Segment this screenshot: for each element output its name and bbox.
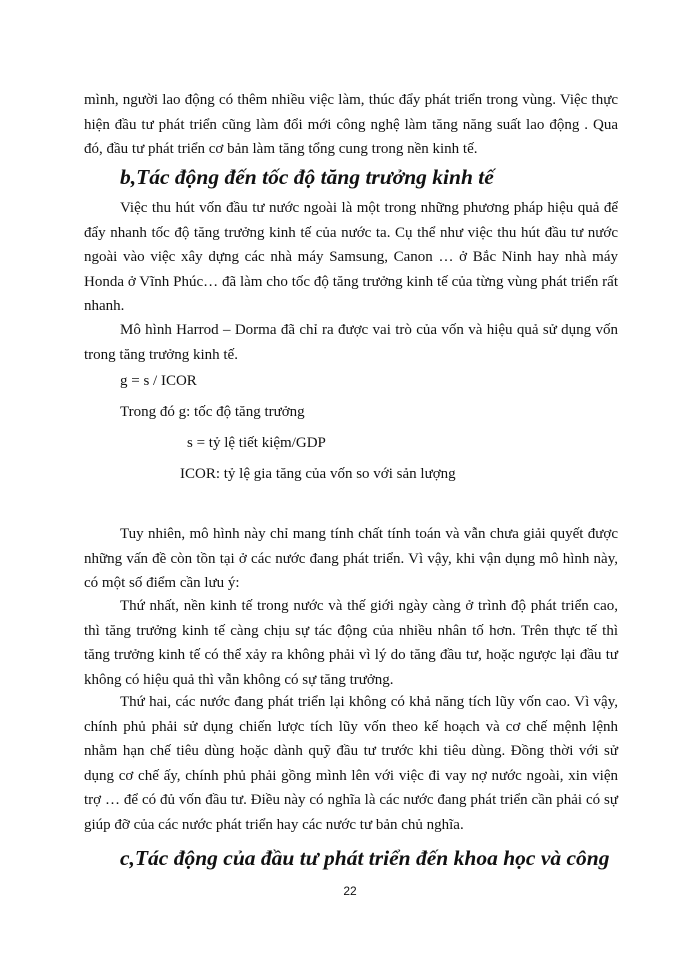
paragraph-however: Tuy nhiên, mô hình này chỉ mang tính chất tính toán và vẫn chưa giải quyết được những vấn đề còn tồn tại ở các nước đang phát triển. Vì vậy, khi vận dụng mô hình này, có một số điểm cần lưu ý: <box>84 526 618 591</box>
page-number: 22 <box>343 884 357 898</box>
paragraph-second: Thứ hai, các nước đang phát triển lại không có khả năng tích lũy vốn cao. Vì vậy, chính phủ phải sử dụng chiến lược tích lũy vốn theo kế hoạch và cơ chế mệnh lệnh nhằm hạn chế tiêu dùng hoặc dành quỹ đầu tư trước khi tiêu dùng. Đồng thời với sử dụng cơ chế ấy, chính phủ phải gồng mình lên với việc đi vay nợ nước ngoài, xin viện trợ … để có đủ vốn đầu tư. Điều này có nghĩa là các nước đang phát triển cần phải có sự giúp đỡ của các nước phát triển hay các nước tư bản chủ nghĩa. <box>84 694 618 833</box>
paragraph-first: Thứ nhất, nền kinh tế trong nước và thế giới ngày càng ở trình độ phát triển cao, thì tăng trưởng kinh tế càng chịu sự tác động của nhiều nhân tố hơn. Trên thực tế thì tăng trưởng kinh tế có thể xảy ra không phải vì lý do tăng đầu tư, hoặc ngược lại đầu tư không có hiệu quả thì vẫn không có sự tăng trưởng. <box>84 598 618 688</box>
section-heading-c: c,Tác động của đầu tư phát triển đến khoa học và công <box>120 846 610 870</box>
paragraph-intro: mình, người lao động có thêm nhiều việc làm, thúc đẩy phát triển trong vùng. Việc thực hiện đầu tư phát triển cũng làm đổi mới công nghệ làm tăng năng suất lao động . Qua đó, đầu tư phát triển cơ bản làm tăng tổng cung trong nền kinh tế. <box>84 92 618 157</box>
formula-where-line: Trong đó g: tốc độ tăng trưởng <box>120 404 305 420</box>
paragraph-fdi: Việc thu hút vốn đầu tư nước ngoài là một trong những phương pháp hiệu quả để đẩy nhanh tốc độ tăng trưởng kinh tế của nước ta. Cụ thể như việc thu hút đầu tư nước ngoài vào việc xây dựng các nhà máy Samsung, Canon … ở Bắc Ninh hay nhà máy Honda ở Vĩnh Phúc… đã làm cho tốc độ tăng trưởng kinh tế của từng vùng phát triển rất nhanh. <box>84 200 618 314</box>
formula-s-line: s = tỷ lệ tiết kiệm/GDP <box>187 435 326 451</box>
formula-icor-line: ICOR: tỷ lệ gia tăng của vốn so với sản lượng <box>180 466 456 482</box>
paragraph-harrod: Mô hình Harrod – Dorma đã chỉ ra được vai trò của vốn và hiệu quả sử dụng vốn trong tăng trưởng kinh tế. <box>84 322 618 363</box>
section-heading-b: b,Tác động đến tốc độ tăng trưởng kinh tế <box>120 165 494 189</box>
formula-line: g = s / ICOR <box>120 373 197 389</box>
